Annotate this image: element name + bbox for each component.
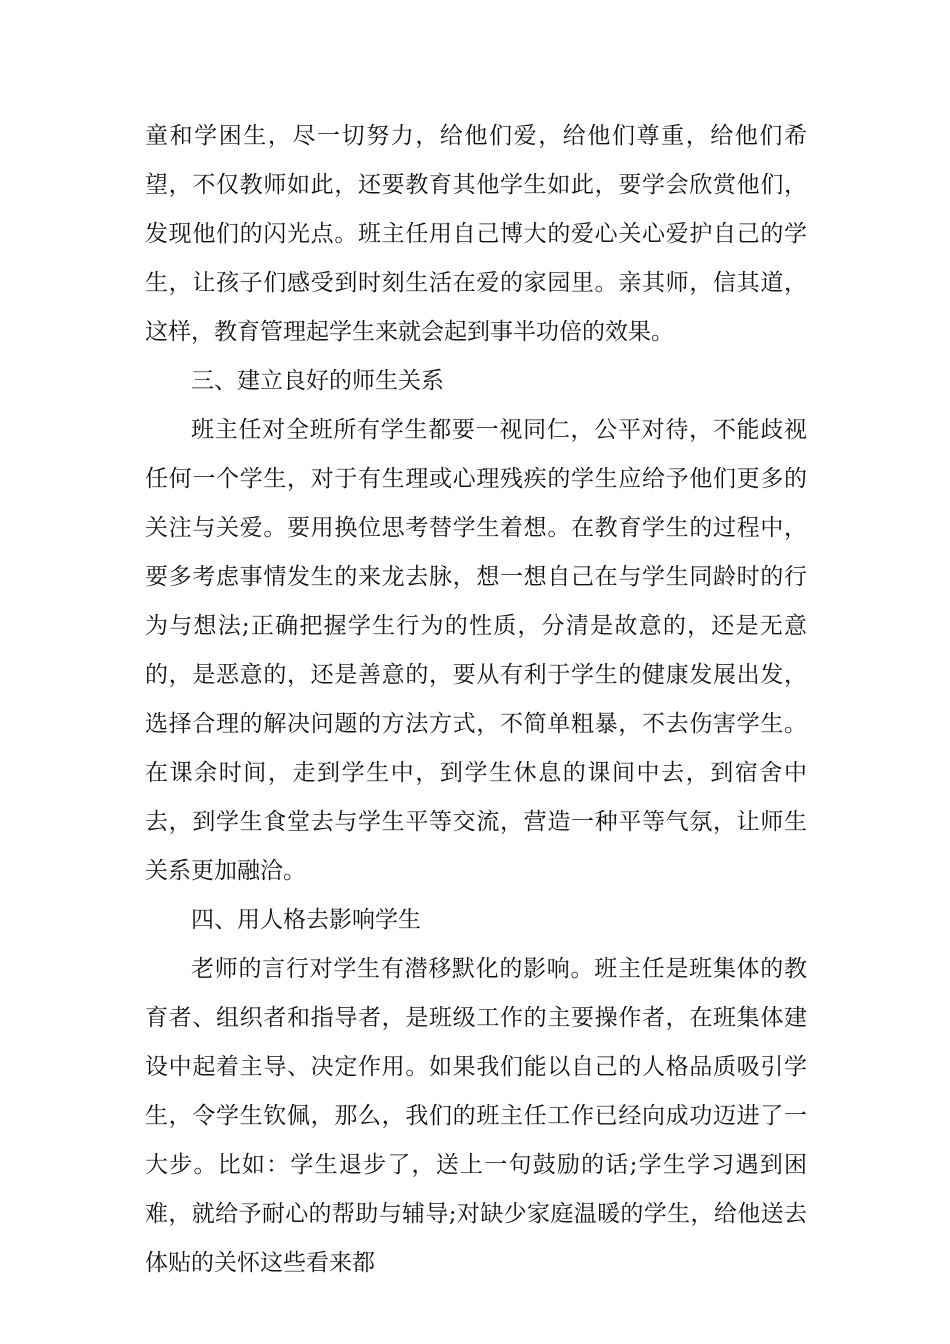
- section-heading-4: 四、用人格去影响学生: [191, 907, 421, 933]
- paragraph-continuation: 童和学困生，尽一切努力，给他们爱，给他们尊重，给他们希望，不仅教师如此，还要教育其他学生如此，要学会欣赏他们，发现他们的闪光点。班主任用自己博大的爱心关心爱护自己的学生，让孩子们感受到时刻生活在爱的家园里。亲其师，信其道，这样，教育管理起学生来就会起到事半功倍的效果。: [145, 123, 807, 345]
- document-body: [145, 112, 807, 1288]
- section-heading-3: 三、建立良好的师生关系: [191, 368, 444, 394]
- paragraph-teacher-student-relationship: 班主任对全班所有学生都要一视同仁，公平对待，不能歧视任何一个学生，对于有生理或心理残疾的学生应给予他们更多的关注与关爱。要用换位思考替学生着想。在教育学生的过程中，要多考虑事情发生的来龙去脉，想一想自己在与学生同龄时的行为与想法;正确把握学生行为的性质，分清是故意的，还是无意的，是恶意的，还是善意的，要从有利于学生的健康发展出发，选择合理的解决问题的方法方式，不简单粗暴，不去伤害学生。在课余时间，走到学生中，到学生休息的课间中去，到宿舍中去，到学生食堂去与学生平等交流，营造一种平等气氛，让师生关系更加融洽。: [145, 417, 807, 884]
- paragraph-personality-influence: 老师的言行对学生有潜移默化的影响。班主任是班集体的教育者、组织者和指导者，是班级工作的主要操作者，在班集体建设中起着主导、决定作用。如果我们能以自己的人格品质吸引学生，令学生钦佩，那么，我们的班主任工作已经向成功迈进了一大步。比如：学生退步了，送上一句鼓励的话;学生学习遇到困难，就给予耐心的帮助与辅导;对缺少家庭温暖的学生，给他送去体贴的关怀这些看来都: [145, 956, 807, 1276]
